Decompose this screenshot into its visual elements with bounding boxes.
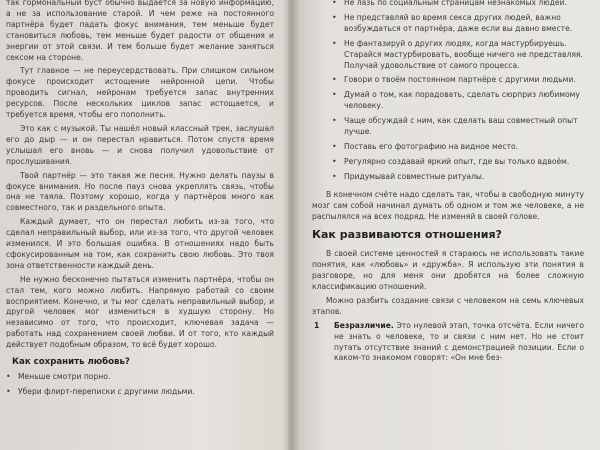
bullet-icon: • [332,156,337,166]
left-page-content [6,0,274,402]
list-item-text: Говори о твоём постоянном партнёре с другими людьми. [344,75,576,85]
list-item [312,13,584,35]
list-item-text: Меньше смотри порно. [18,372,111,381]
list-item [6,387,274,398]
section-heading: Как развиваются отношения? [312,228,502,242]
list-item-text: Придумывай совместные ритуалы. [344,171,485,181]
paragraph: В своей системе ценностей я стараюсь не использовать такие понятия, как «любовь» и «дружба». Я использую эти понятия в разговоре, но для меня они дробятся на более сложную классификацию отношений. [312,249,584,292]
list-item-text: Чаще обсуждай с ним, как сделать ваш совместный опыт лучше. [344,116,578,137]
paragraph: так гормональный буст обычно выдается за новую информацию, а не за использование старой. И чем реже на постоянного партнёра будет падать фокус внимания, тем меньше будет становиться любовь, тем меньше будет радости от общения и энергии от этой связи. И тем больше будет желание заняться сексом на стороне. [6,0,274,62]
bullet-icon: • [6,372,11,381]
paragraph: Каждый думает, что он перестал любить из-за того, что сделал неправильный выбор, или из-за того, что другой человек изменился. И это большая ошибка. В отношениях надо быть сфокусированным на том, как сохранить свою любовь. Это твоя зона ответственности каждый день. [6,217,274,270]
paragraph: Тут главное — не переусердствовать. При слишком сильном фокусе происходит истощение нейронной цепи. Чтобы проводить сигнал, нейронам требуется запас внутренних ресурсов. После нескольких циклов запас истощается, и требуется время, чтобы его пополнить. [6,66,274,120]
paragraph: Можно разбить создание связи с человеком на семь ключевых этапов. [312,295,584,316]
bullet-icon: • [332,0,337,7]
stage-text: Это нулевой этап, точка отсчёта. Если ничего не знать о человеке, то и связи с ним нет. Но не стоит путать отсутствие знаний с демонстрацией позиции. Если о каком-то знакомом говорят: «Он мне без- [334,320,584,363]
list-item [312,172,584,183]
list-item [312,90,584,112]
list-item [312,75,584,86]
list-item-text: Не фантазируй о других людях, когда мастурбируешь. Старайся мастурбировать, вообще ничего не представляя. Получай удовольствие от самого процесса. [344,38,583,70]
bullet-icon: • [332,141,337,151]
bullet-icon: • [6,386,11,396]
bullet-list [312,0,584,183]
paragraph: Твой партнёр — это такая же песня. Нужно делать паузы в фокусе внимания. Но после пауз снова укреплять связь, чтобы она не таяла. Поэтому хорошо, когда у партнёров много как совместного, так и раздельного опыта. [6,170,274,213]
right-page-content [312,0,584,364]
list-item [312,116,584,138]
list-item-text: Думай о том, как порадовать, сделать сюрприз любимому человеку. [344,90,580,111]
list-item [312,39,584,72]
right-page [290,0,600,450]
list-item [312,142,584,153]
list-item-text: Убери флирт-переписки с другими людьми. [18,386,195,396]
bullet-icon: • [332,75,337,85]
list-item-text: Регулярно создавай яркий опыт, где вы только вдвоём. [344,156,570,166]
list-item-text: Поставь его фотографию на видное место. [344,141,519,151]
numbered-stage [312,321,584,365]
list-item [312,0,584,9]
list-item-text: Не представляй во время секса других людей, важно возбуждаться от партнёра, даже если вы давно вместе. [344,12,573,33]
list-item [6,372,274,383]
bullet-icon: • [332,38,337,48]
bullet-icon: • [332,116,337,126]
bullet-list [6,372,274,398]
paragraph: В конечном счёте надо сделать так, чтобы в свободную минуту мозг сам собой начинал думать об одном и том же человеке, а не распылялся на всех подряд. Не изменяй в своей голове. [312,189,584,221]
stage-number: 1 [314,320,320,330]
paragraph: Не нужно бесконечно пытаться изменить партнёра, чтобы он стал тем, кого можно любить. Напрямую работай со своим восприятием. Конечно, и ты мог сделать неправильный выбор, и другой человек мог измениться в худшую сторону. Но независимо от того, что происходит, ключевая задача — работать над сохранением своей любви. И от того, кто каждый действует подобным образом, то всё будет хорошо. [6,274,274,350]
bullet-icon: • [332,90,337,100]
paragraph: Это как с музыкой. Ты нашёл новый классный трек, заслушал его до дыр — и он перестал нравиться. Потом спустя время услышал его вновь — и снова получил удовольствие от прослушивания. [6,123,274,166]
stage-term: Безразличие. [334,320,394,330]
book-gutter-shadow [282,0,300,450]
section-heading: Как сохранить любовь? [12,357,130,368]
bullet-icon: • [332,12,337,22]
left-page [0,0,288,450]
bullet-icon: • [332,171,337,181]
list-item-text: Не лазь по социальным страницам незнакомых людей. [344,0,567,7]
list-item [312,157,584,168]
